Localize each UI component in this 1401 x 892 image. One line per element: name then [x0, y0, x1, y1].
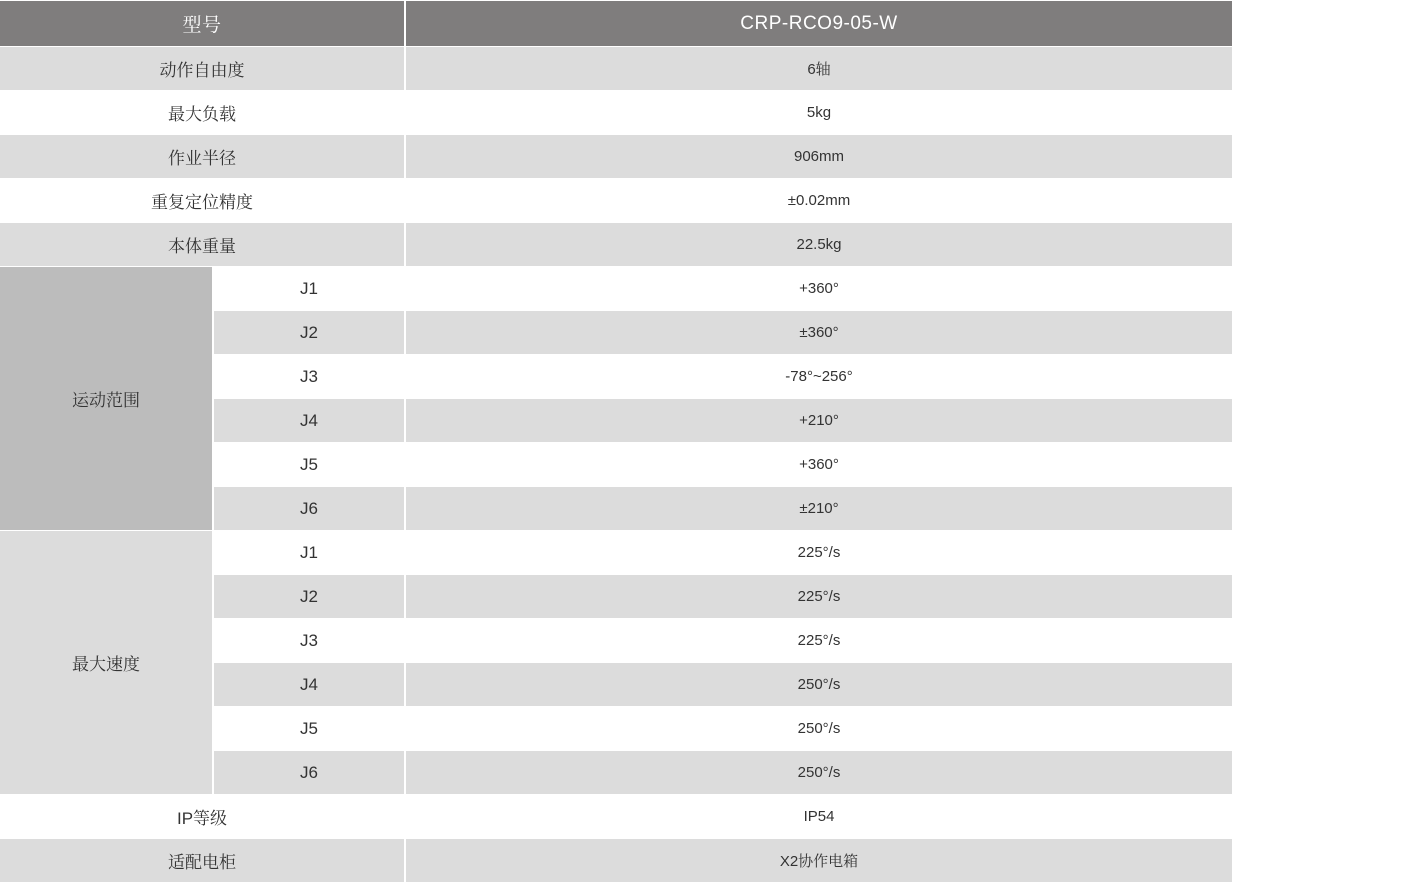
row-label: 适配电柜	[0, 839, 405, 883]
row-label: 动作自由度	[0, 47, 405, 91]
row-label: 作业半径	[0, 135, 405, 179]
joint-value: ±360°	[405, 311, 1232, 355]
joint-label: J5	[213, 707, 405, 751]
table-row	[0, 223, 1232, 267]
joint-label: J3	[213, 619, 405, 663]
right-margin	[1232, 0, 1401, 892]
joint-value: 225°/s	[405, 619, 1232, 663]
table-row	[0, 91, 1232, 135]
joint-value: 250°/s	[405, 663, 1232, 707]
joint-label: J4	[213, 399, 405, 443]
row-value: X2协作电箱	[405, 839, 1232, 883]
joint-value: +210°	[405, 399, 1232, 443]
joint-label: J5	[213, 443, 405, 487]
row-label: 最大负载	[0, 91, 405, 135]
row-value: ±0.02mm	[405, 179, 1232, 223]
table-row	[0, 179, 1232, 223]
group-label-max-speed: 最大速度	[0, 531, 213, 795]
header-value-cell: CRP-RCO9-05-W	[405, 1, 1232, 47]
table-row	[0, 795, 1232, 839]
table-row	[0, 531, 1232, 575]
joint-value: 250°/s	[405, 751, 1232, 795]
joint-label: J2	[213, 311, 405, 355]
row-label: 本体重量	[0, 223, 405, 267]
joint-label: J1	[213, 267, 405, 311]
joint-value: -78°~256°	[405, 355, 1232, 399]
table-row	[0, 839, 1232, 883]
row-label: 重复定位精度	[0, 179, 405, 223]
joint-value: ±210°	[405, 487, 1232, 531]
table-header-row	[0, 1, 1232, 47]
joint-value: 225°/s	[405, 531, 1232, 575]
table-row	[0, 135, 1232, 179]
joint-label: J6	[213, 751, 405, 795]
joint-value: +360°	[405, 443, 1232, 487]
header-label-cell: 型号	[0, 1, 405, 47]
joint-value: 250°/s	[405, 707, 1232, 751]
table-row	[0, 47, 1232, 91]
joint-label: J6	[213, 487, 405, 531]
row-label: IP等级	[0, 795, 405, 839]
joint-value: +360°	[405, 267, 1232, 311]
row-value: IP54	[405, 795, 1232, 839]
joint-value: 225°/s	[405, 575, 1232, 619]
joint-label: J2	[213, 575, 405, 619]
row-value: 22.5kg	[405, 223, 1232, 267]
row-value: 906mm	[405, 135, 1232, 179]
joint-label: J1	[213, 531, 405, 575]
table-row	[0, 267, 1232, 311]
joint-label: J4	[213, 663, 405, 707]
group-label-motion-range: 运动范围	[0, 267, 213, 531]
row-value: 5kg	[405, 91, 1232, 135]
row-value: 6轴	[405, 47, 1232, 91]
joint-label: J3	[213, 355, 405, 399]
